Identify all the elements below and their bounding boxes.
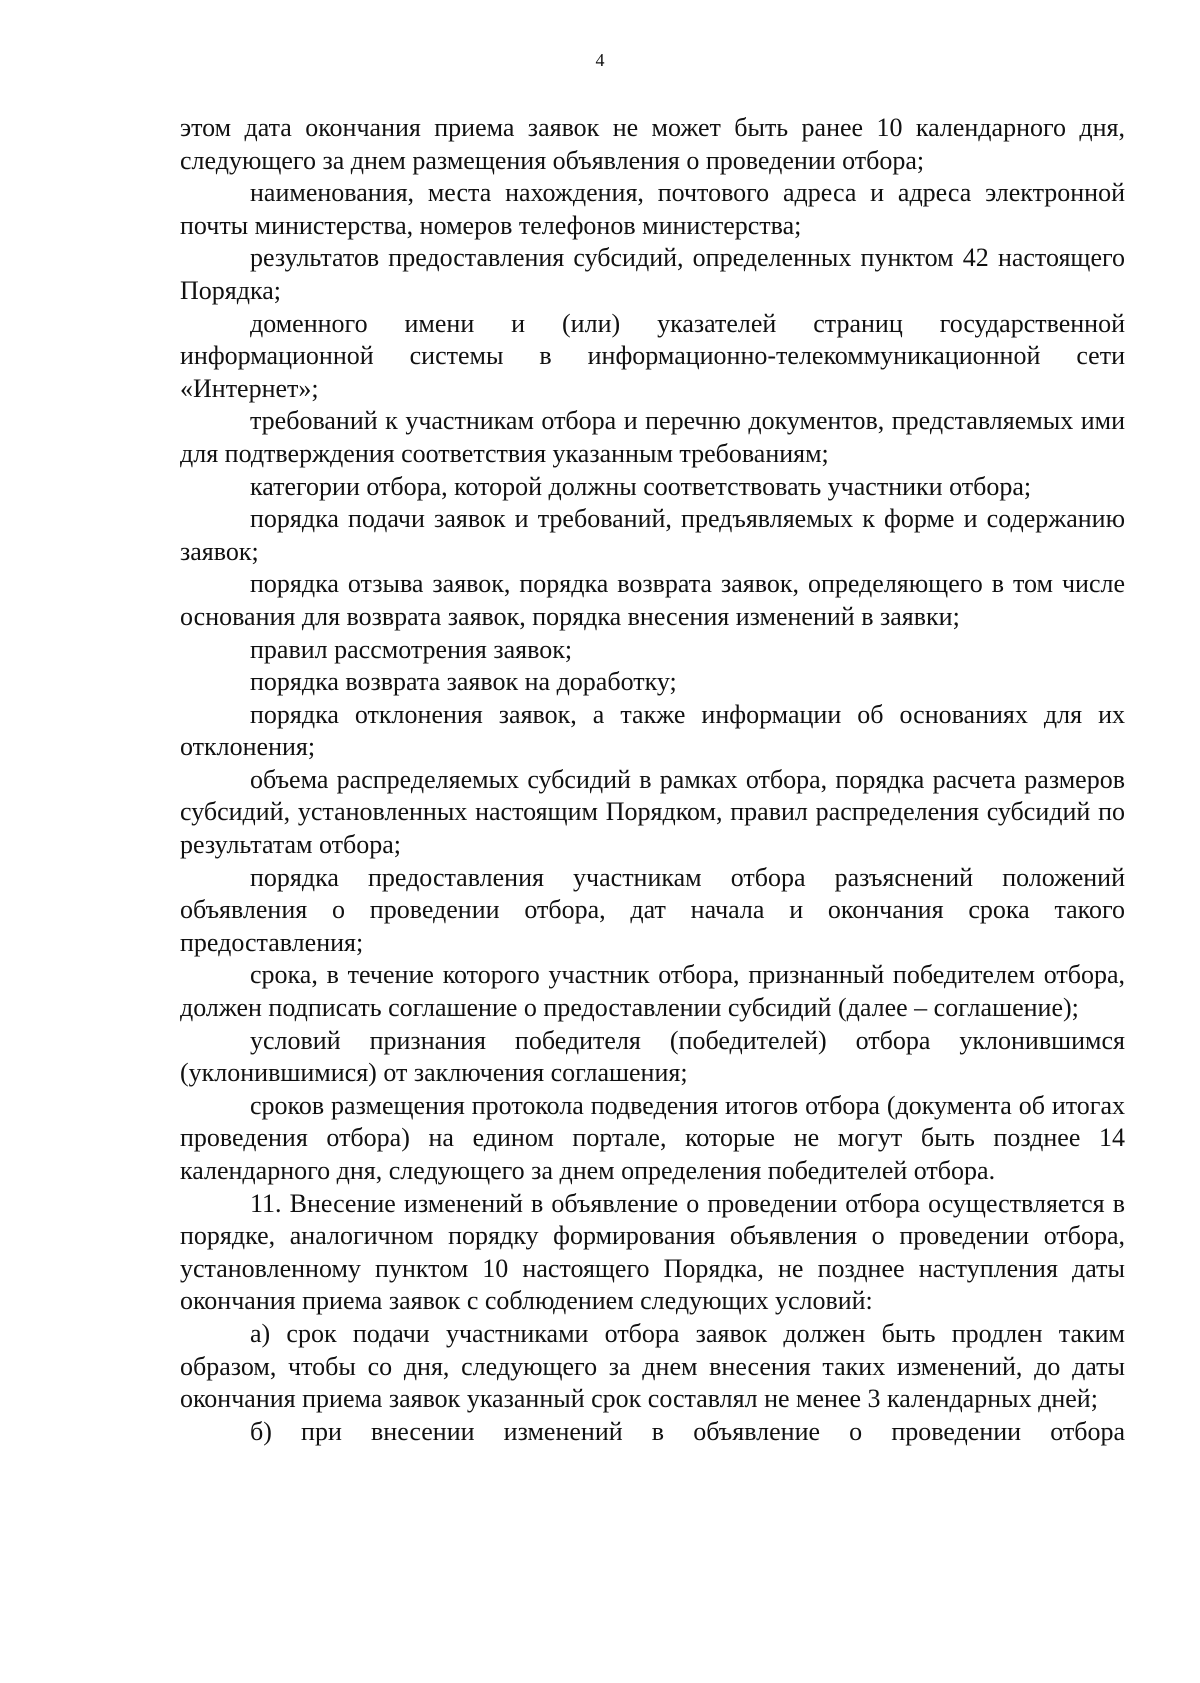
list-item-subsidy-volume: объема распределяемых субсидий в рамках отбора, порядка расчета размеров субсидий, установленных настоящим Порядком, правил распределения субсидий по результатам отбора; — [180, 764, 1125, 860]
clause-11-item-b: б) при внесении изменений в объявление о проведении отбора — [250, 1416, 1125, 1446]
document-body — [180, 112, 1125, 1448]
clause-11-item-a: а) срок подачи участниками отбора заявок должен быть продлен таким образом, чтобы со дня, следующего за днем внесения таких изменений, до даты окончания приема заявок указанный срок составлял не менее 3 календарных дней; — [180, 1318, 1125, 1414]
list-item-results: результатов предоставления субсидий, определенных пунктом 42 настоящего Порядка; — [180, 243, 1125, 305]
list-item-submission-order: порядка подачи заявок и требований, предъявляемых к форме и содержанию заявок; — [180, 504, 1125, 566]
paragraph-continuation: этом дата окончания приема заявок не может быть ранее 10 календарного дня, следующего за днем размещения объявления о проведении отбора; — [180, 113, 1125, 175]
list-item-review-rules: правил рассмотрения заявок; — [250, 634, 573, 664]
list-item-name-address: наименования, места нахождения, почтового адреса и адреса электронной почты министерства, номеров телефонов министерства; — [180, 178, 1125, 240]
list-item-clarifications: порядка предоставления участникам отбора разъяснений положений объявления о проведении отбора, дат начала и окончания срока такого предоставления; — [180, 862, 1125, 957]
page-number: 4 — [595, 50, 605, 70]
list-item-protocol-terms: сроков размещения протокола подведения итогов отбора (документа об итогах проведения отбора) на едином портале, которые не могут быть позднее 14 календарного дня, следующего за днем определения победителей отбора. — [180, 1090, 1125, 1185]
list-item-signing-term: срока, в течение которого участник отбора, признанный победителем отбора, должен подписать соглашение о предоставлении субсидий (далее – соглашение); — [180, 960, 1125, 1023]
list-item-withdrawal-order: порядка отзыва заявок, порядка возврата заявок, определяющего в том числе основания для возврата заявок, порядка внесения изменений в заявки; — [180, 569, 1125, 631]
list-item-rejection-order: порядка отклонения заявок, а также информации об основаниях для их отклонения; — [180, 699, 1125, 762]
list-item-return-for-revision: порядка возврата заявок на доработку; — [250, 667, 677, 697]
list-item-domain-name: доменного имени и (или) указателей страниц государственной информационной системы в информационно-телекоммуникационной сети «Интернет»; — [180, 308, 1125, 403]
list-item-evasion-conditions: условий признания победителя (победителей) отбора уклонившимся (уклонившимися) от заключения соглашения; — [180, 1025, 1125, 1088]
list-item-requirements: требований к участникам отбора и перечню документов, представляемых ими для подтверждения соответствия указанным требованиям; — [180, 406, 1125, 468]
list-item-category: категории отбора, которой должны соответствовать участники отбора; — [250, 471, 1032, 501]
clause-11: 11. Внесение изменений в объявление о проведении отбора осуществляется в порядке, аналогичном порядку формирования объявления о проведении отбора, установленному пунктом 10 настоящего Порядка, не позднее наступления даты окончания приема заявок с соблюдением следующих условий: — [180, 1188, 1125, 1316]
